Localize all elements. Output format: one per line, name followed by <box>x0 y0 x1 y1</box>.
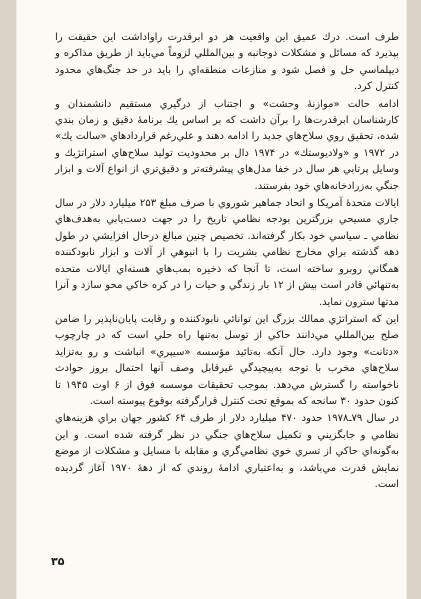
book-page <box>16 0 407 599</box>
paragraph: ادامه حالت «موازنهٔ وحشت» و اجتناب از درگيري مستقيم دانشمندان و كارشناسان ابرقدرت‌ها را برآن داشت كه بر اساس يك برنامهٔ دقيق و زمان بندي شده، تحقيق روي سلاح‌هاي جديد را ادامه دهند و علي‌رغم قراردادهاي «سالت يك» در ۱۹۷۲ و «ولاديوستك» در ۱۹۷۴ دال بر محدوديت توليد سلاح‌هاي استراتژيك و وسايل پرتابي هر سال در خفا مدل‌هاي پيشرفته‌تر و دقيق‌تري از انواع آلات و ابزار جنگي به‌زرادخانه‌هاي خود بفرستند. <box>55 98 399 192</box>
page-number: ۳۵ <box>51 555 65 568</box>
body-text <box>55 30 399 493</box>
paragraph: اين كه استراتژي ممالك بزرگ اين توانائي نابودكننده و رقابت پايان‌ناپذير را ضامن صلح بين‌المللي مي‌دانند حاكي از توسل به‌تنها راه حلي است كه در چارچوب «دتانت» وجود دارد. حال آنكه به‌تائيد مؤسسه «سيپري» انباشت و رو به‌تزايد سلاح‌هاي مخرب با توجه به‌پيچيدگي غيرقابل وصف آنها احتمال بروز حوادث ناخواسته را گسترش مي‌دهد. بموجب تحقيقات موسسه فوق از ۶ اوت ۱۹۴۵ تا كنون حدود ۳۰ سانحه كه بموقع تحت كنترل قرارگرفته بوقوع پيوسته است. <box>55 313 399 407</box>
paragraph: در سال ۷۹ـ۱۹۷۸ حدود ۴۷۰ ميليارد دلار از طرف ۶۴ كشور جهان براي هزينه‌هاي نظامي و جابگزيني و تكميل سلاح‌هاي جنگي در نظر گرفته شده است. و اين به‌گونه‌اي حاكي از تسري خوي نظامي‌گري و مقابله با مسايل و مشكلات از موضع نمايش قدرت مي‌باشد، و به‌اعتباري ادامهٔ روندي كه از دههٔ ۱۹۷۰ آغاز گرديده است. <box>55 413 400 490</box>
paragraph: ايالات متحدهٔ آمريكا و اتحاد جماهير شوروي با صرف مبلغ ۲۵۳ ميليارد دلار در سال جاري مسيحي بزرگترين بودجه نظامي تاريخ را در جهت دست‌يابي به‌هدف‌هاي نظامي ـ سياسي خود بكار گرفته‌اند. تخصيص چنين مبالغ درحال افزايشي در طول دهه گذشته براي مخارج نظامي بشريت را با انبوهي از آلات و ابزار نابودكننده همگاني روبرو ساخته است، تا آنجا كه ذخيره بمب‌هاي هسته‌اي ايالات متحده به‌تنهائي قادر است بيش از ۱۲ بار زندگي و حيات را در كره خاكي محو سازد و آنرا مدتها سترون نمايد. <box>55 198 400 308</box>
paragraph: طرف است. درك عميق اين واقعيت هر دو ابرقدرت راواداشت اين حقيقت را بپذيرد كه مسائل و مشكلات دوجانبه و بين‌المللي لزوماً مي‌بايد از طريق مذاكره و ديپلماسي حل و فصل شود و منازعات منطقه‌اي را بايد در حد جنگ‌هاي محدود كنترل كرد. <box>55 32 399 93</box>
